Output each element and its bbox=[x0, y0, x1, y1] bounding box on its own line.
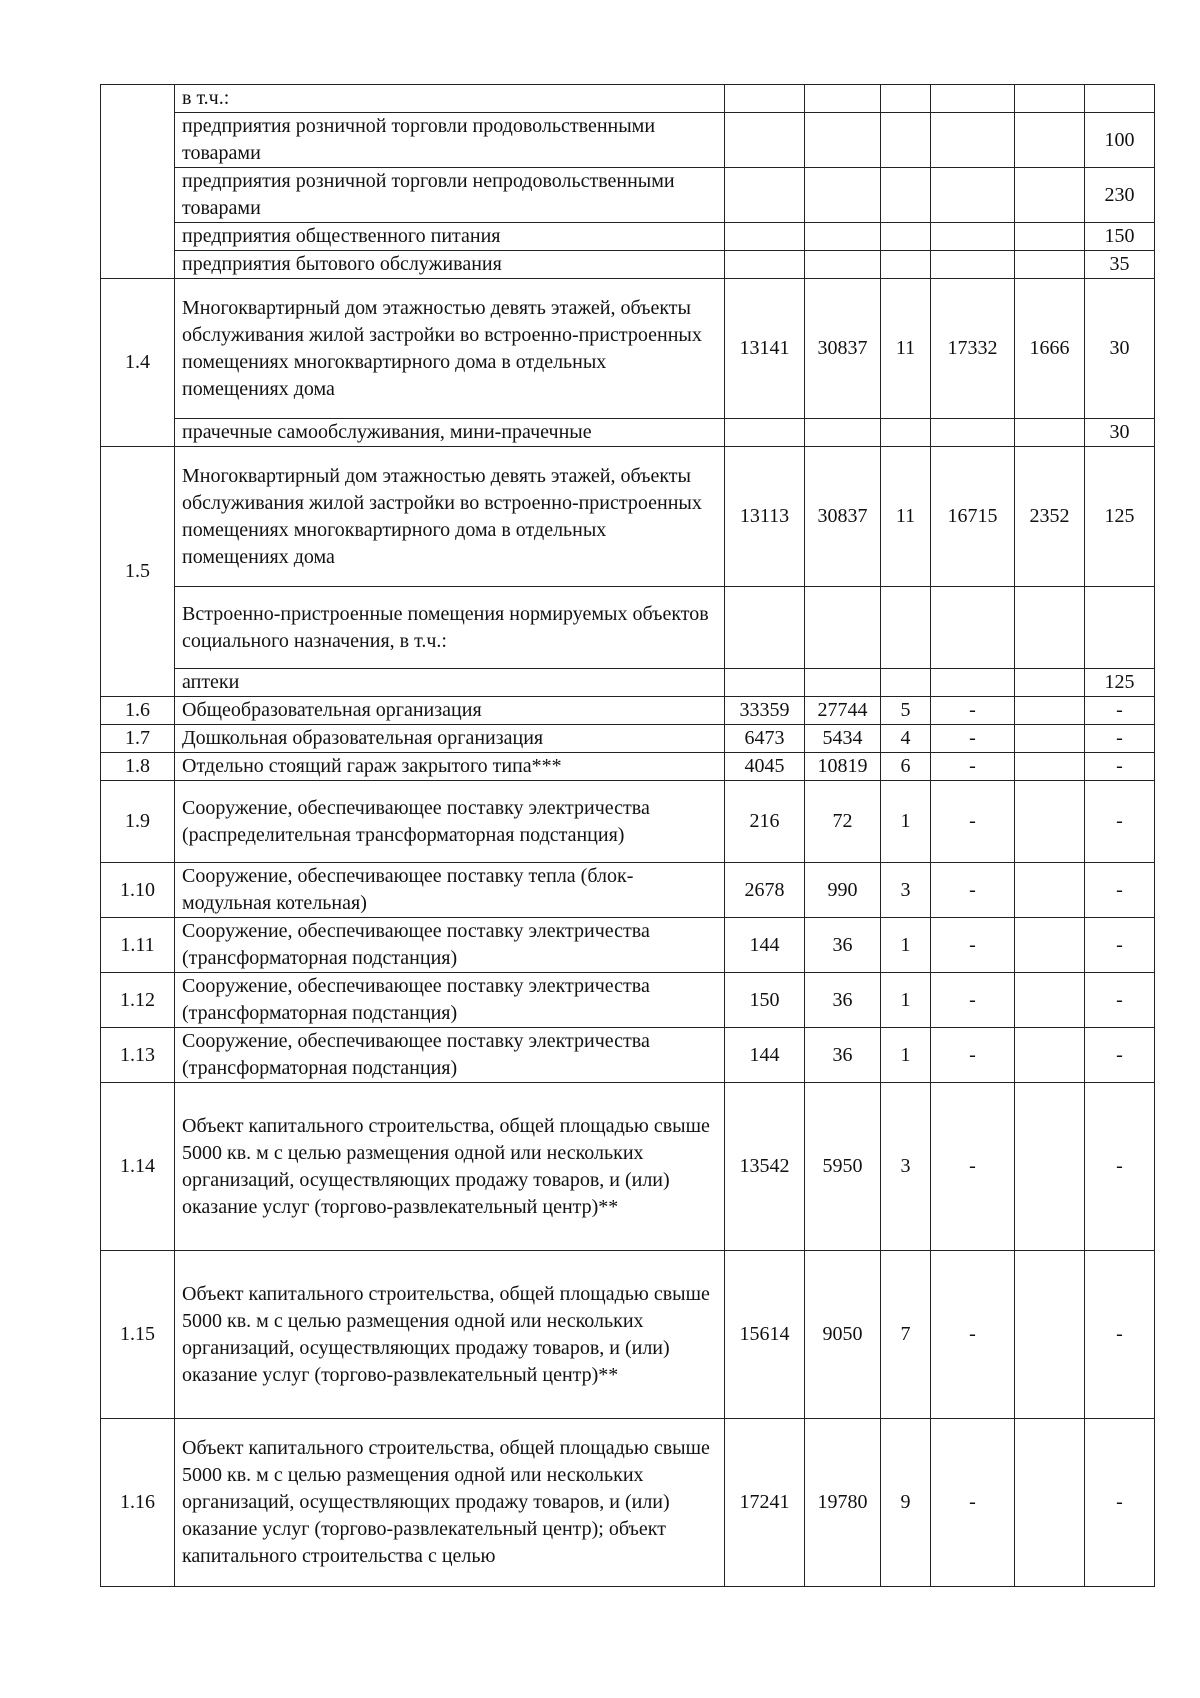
row-number-cell: 1.13 bbox=[101, 1028, 175, 1083]
value-cell-col5 bbox=[1015, 973, 1085, 1028]
value-cell-col2: 5434 bbox=[805, 725, 881, 753]
value-cell-col3: 11 bbox=[881, 279, 931, 419]
description-cell: аптеки bbox=[175, 669, 725, 697]
value-cell-col4 bbox=[931, 85, 1015, 113]
value-cell-col6: - bbox=[1085, 697, 1155, 725]
value-cell-col6: - bbox=[1085, 863, 1155, 918]
value-cell-col5 bbox=[1015, 1419, 1085, 1587]
value-cell-col3 bbox=[881, 251, 931, 279]
value-cell-col4: 16715 bbox=[931, 447, 1015, 587]
value-cell-col5 bbox=[1015, 168, 1085, 223]
value-cell-col1: 6473 bbox=[725, 725, 805, 753]
value-cell-col5 bbox=[1015, 725, 1085, 753]
value-cell-col5 bbox=[1015, 419, 1085, 447]
value-cell-col2: 36 bbox=[805, 918, 881, 973]
value-cell-col2: 990 bbox=[805, 863, 881, 918]
table-row bbox=[101, 725, 1155, 753]
value-cell-col5 bbox=[1015, 669, 1085, 697]
value-cell-col6: - bbox=[1085, 1251, 1155, 1419]
description-cell: предприятия общественного питания bbox=[175, 223, 725, 251]
value-cell-col4: - bbox=[931, 1419, 1015, 1587]
row-number-cell: 1.4 bbox=[101, 279, 175, 447]
value-cell-col4: - bbox=[931, 973, 1015, 1028]
value-cell-col1 bbox=[725, 251, 805, 279]
value-cell-col5 bbox=[1015, 1083, 1085, 1251]
value-cell-col3: 3 bbox=[881, 1083, 931, 1251]
value-cell-col3: 5 bbox=[881, 697, 931, 725]
value-cell-col5 bbox=[1015, 251, 1085, 279]
description-cell: Сооружение, обеспечивающее поставку тепла (блок-модульная котельная) bbox=[175, 863, 725, 918]
table-row bbox=[101, 781, 1155, 863]
row-number-cell: 1.7 bbox=[101, 725, 175, 753]
value-cell-col4: - bbox=[931, 781, 1015, 863]
description-cell: Объект капитального строительства, общей площадью свыше 5000 кв. м с целью размещения одной или нескольких организаций, осуществляющих продажу товаров, и (или) оказание услуг (торгово-развлекательный центр); объект капитального строительства с целью bbox=[175, 1419, 725, 1587]
value-cell-col6: - bbox=[1085, 1083, 1155, 1251]
value-cell-col1: 13113 bbox=[725, 447, 805, 587]
row-number-cell: 1.5 bbox=[101, 447, 175, 697]
value-cell-col6: - bbox=[1085, 753, 1155, 781]
value-cell-col4: - bbox=[931, 1083, 1015, 1251]
value-cell-col5 bbox=[1015, 1251, 1085, 1419]
value-cell-col4 bbox=[931, 669, 1015, 697]
value-cell-col2: 27744 bbox=[805, 697, 881, 725]
value-cell-col2 bbox=[805, 587, 881, 669]
value-cell-col4 bbox=[931, 168, 1015, 223]
value-cell-col3: 3 bbox=[881, 863, 931, 918]
table-row bbox=[101, 1028, 1155, 1083]
value-cell-col5 bbox=[1015, 863, 1085, 918]
description-cell: Сооружение, обеспечивающее поставку электричества (распределительная трансформаторная подстанция) bbox=[175, 781, 725, 863]
value-cell-col2 bbox=[805, 251, 881, 279]
value-cell-col6: - bbox=[1085, 1419, 1155, 1587]
value-cell-col1: 144 bbox=[725, 918, 805, 973]
value-cell-col3: 9 bbox=[881, 1419, 931, 1587]
description-cell: предприятия розничной торговли продовольственными товарами bbox=[175, 113, 725, 168]
row-number-cell: 1.16 bbox=[101, 1419, 175, 1587]
value-cell-col6: - bbox=[1085, 781, 1155, 863]
value-cell-col3: 11 bbox=[881, 447, 931, 587]
value-cell-col3: 1 bbox=[881, 1028, 931, 1083]
value-cell-col5: 1666 bbox=[1015, 279, 1085, 419]
row-number-cell: 1.12 bbox=[101, 973, 175, 1028]
table-row bbox=[101, 1419, 1155, 1587]
value-cell-col5 bbox=[1015, 587, 1085, 669]
value-cell-col2 bbox=[805, 85, 881, 113]
value-cell-col5: 2352 bbox=[1015, 447, 1085, 587]
value-cell-col3: 7 bbox=[881, 1251, 931, 1419]
value-cell-col3: 1 bbox=[881, 781, 931, 863]
value-cell-col4: - bbox=[931, 1028, 1015, 1083]
value-cell-col1 bbox=[725, 168, 805, 223]
value-cell-col4: - bbox=[931, 725, 1015, 753]
row-number-cell bbox=[101, 85, 175, 279]
description-cell: прачечные самообслуживания, мини-прачечные bbox=[175, 419, 725, 447]
value-cell-col3 bbox=[881, 669, 931, 697]
value-cell-col1: 2678 bbox=[725, 863, 805, 918]
value-cell-col6: 35 bbox=[1085, 251, 1155, 279]
value-cell-col3 bbox=[881, 419, 931, 447]
value-cell-col1 bbox=[725, 223, 805, 251]
value-cell-col5 bbox=[1015, 85, 1085, 113]
description-cell: Многоквартирный дом этажностью девять этажей, объекты обслуживания жилой застройки во встроенно-пристроенных помещениях многоквартирного дома в отдельных помещениях дома bbox=[175, 447, 725, 587]
value-cell-col4: - bbox=[931, 863, 1015, 918]
value-cell-col6: - bbox=[1085, 1028, 1155, 1083]
value-cell-col2: 10819 bbox=[805, 753, 881, 781]
value-cell-col4 bbox=[931, 251, 1015, 279]
description-cell: предприятия бытового обслуживания bbox=[175, 251, 725, 279]
value-cell-col2 bbox=[805, 168, 881, 223]
table-row bbox=[101, 1083, 1155, 1251]
table-row bbox=[101, 587, 1155, 669]
table-body bbox=[101, 85, 1155, 1587]
value-cell-col3 bbox=[881, 85, 931, 113]
value-cell-col5 bbox=[1015, 918, 1085, 973]
value-cell-col1: 144 bbox=[725, 1028, 805, 1083]
value-cell-col2: 36 bbox=[805, 973, 881, 1028]
value-cell-col2: 19780 bbox=[805, 1419, 881, 1587]
description-cell: Сооружение, обеспечивающее поставку электричества (трансформаторная подстанция) bbox=[175, 1028, 725, 1083]
value-cell-col2 bbox=[805, 113, 881, 168]
table-row bbox=[101, 447, 1155, 587]
value-cell-col3 bbox=[881, 223, 931, 251]
value-cell-col1: 15614 bbox=[725, 1251, 805, 1419]
value-cell-col2 bbox=[805, 223, 881, 251]
value-cell-col1 bbox=[725, 669, 805, 697]
value-cell-col6: 230 bbox=[1085, 168, 1155, 223]
value-cell-col4 bbox=[931, 113, 1015, 168]
value-cell-col3 bbox=[881, 587, 931, 669]
value-cell-col6: 125 bbox=[1085, 669, 1155, 697]
value-cell-col6: - bbox=[1085, 918, 1155, 973]
table-row bbox=[101, 973, 1155, 1028]
description-cell: Многоквартирный дом этажностью девять этажей, объекты обслуживания жилой застройки во встроенно-пристроенных помещениях многоквартирного дома в отдельных помещениях дома bbox=[175, 279, 725, 419]
value-cell-col4: - bbox=[931, 697, 1015, 725]
value-cell-col1: 13542 bbox=[725, 1083, 805, 1251]
value-cell-col6 bbox=[1085, 85, 1155, 113]
value-cell-col3 bbox=[881, 168, 931, 223]
value-cell-col1 bbox=[725, 587, 805, 669]
description-cell: предприятия розничной торговли непродовольственными товарами bbox=[175, 168, 725, 223]
value-cell-col2 bbox=[805, 669, 881, 697]
value-cell-col4 bbox=[931, 223, 1015, 251]
description-cell: Отдельно стоящий гараж закрытого типа*** bbox=[175, 753, 725, 781]
value-cell-col3: 1 bbox=[881, 918, 931, 973]
value-cell-col6: 125 bbox=[1085, 447, 1155, 587]
table-row bbox=[101, 419, 1155, 447]
value-cell-col1: 4045 bbox=[725, 753, 805, 781]
value-cell-col2: 36 bbox=[805, 1028, 881, 1083]
value-cell-col4: - bbox=[931, 753, 1015, 781]
table-row bbox=[101, 1251, 1155, 1419]
value-cell-col5 bbox=[1015, 1028, 1085, 1083]
description-cell: Объект капитального строительства, общей площадью свыше 5000 кв. м с целью размещения одной или нескольких организаций, осуществляющих продажу товаров, и (или) оказание услуг (торгово-развлекательный центр)** bbox=[175, 1083, 725, 1251]
row-number-cell: 1.9 bbox=[101, 781, 175, 863]
value-cell-col6 bbox=[1085, 587, 1155, 669]
value-cell-col1: 33359 bbox=[725, 697, 805, 725]
value-cell-col2: 30837 bbox=[805, 279, 881, 419]
value-cell-col3: 6 bbox=[881, 753, 931, 781]
description-cell: в т.ч.: bbox=[175, 85, 725, 113]
value-cell-col5 bbox=[1015, 697, 1085, 725]
value-cell-col4 bbox=[931, 419, 1015, 447]
description-cell: Сооружение, обеспечивающее поставку электричества (трансформаторная подстанция) bbox=[175, 973, 725, 1028]
value-cell-col4 bbox=[931, 587, 1015, 669]
value-cell-col4: - bbox=[931, 1251, 1015, 1419]
value-cell-col5 bbox=[1015, 753, 1085, 781]
value-cell-col2 bbox=[805, 419, 881, 447]
value-cell-col2: 72 bbox=[805, 781, 881, 863]
table-row bbox=[101, 168, 1155, 223]
description-cell: Сооружение, обеспечивающее поставку электричества (трансформаторная подстанция) bbox=[175, 918, 725, 973]
table-row bbox=[101, 753, 1155, 781]
value-cell-col1 bbox=[725, 85, 805, 113]
value-cell-col1: 216 bbox=[725, 781, 805, 863]
row-number-cell: 1.6 bbox=[101, 697, 175, 725]
value-cell-col6: 30 bbox=[1085, 279, 1155, 419]
value-cell-col6: - bbox=[1085, 725, 1155, 753]
value-cell-col1: 13141 bbox=[725, 279, 805, 419]
table-row bbox=[101, 251, 1155, 279]
value-cell-col5 bbox=[1015, 781, 1085, 863]
table-row bbox=[101, 697, 1155, 725]
value-cell-col3: 1 bbox=[881, 973, 931, 1028]
value-cell-col4: 17332 bbox=[931, 279, 1015, 419]
value-cell-col3: 4 bbox=[881, 725, 931, 753]
value-cell-col1: 150 bbox=[725, 973, 805, 1028]
value-cell-col5 bbox=[1015, 223, 1085, 251]
value-cell-col4: - bbox=[931, 918, 1015, 973]
value-cell-col6: 150 bbox=[1085, 223, 1155, 251]
value-cell-col1: 17241 bbox=[725, 1419, 805, 1587]
value-cell-col2: 30837 bbox=[805, 447, 881, 587]
value-cell-col3 bbox=[881, 113, 931, 168]
table-row bbox=[101, 918, 1155, 973]
value-cell-col2: 5950 bbox=[805, 1083, 881, 1251]
value-cell-col1 bbox=[725, 419, 805, 447]
description-cell: Общеобразовательная организация bbox=[175, 697, 725, 725]
row-number-cell: 1.10 bbox=[101, 863, 175, 918]
table-row bbox=[101, 223, 1155, 251]
table-row bbox=[101, 279, 1155, 419]
value-cell-col6: - bbox=[1085, 973, 1155, 1028]
data-table bbox=[100, 84, 1155, 1587]
value-cell-col5 bbox=[1015, 113, 1085, 168]
description-cell: Встроенно-пристроенные помещения нормируемых объектов социального назначения, в т.ч.: bbox=[175, 587, 725, 669]
value-cell-col1 bbox=[725, 113, 805, 168]
value-cell-col6: 30 bbox=[1085, 419, 1155, 447]
description-cell: Дошкольная образовательная организация bbox=[175, 725, 725, 753]
row-number-cell: 1.15 bbox=[101, 1251, 175, 1419]
table-row bbox=[101, 113, 1155, 168]
row-number-cell: 1.8 bbox=[101, 753, 175, 781]
row-number-cell: 1.14 bbox=[101, 1083, 175, 1251]
table-row bbox=[101, 669, 1155, 697]
row-number-cell: 1.11 bbox=[101, 918, 175, 973]
value-cell-col2: 9050 bbox=[805, 1251, 881, 1419]
table-row bbox=[101, 85, 1155, 113]
description-cell: Объект капитального строительства, общей площадью свыше 5000 кв. м с целью размещения одной или нескольких организаций, осуществляющих продажу товаров, и (или) оказание услуг (торгово-развлекательный центр)** bbox=[175, 1251, 725, 1419]
table-row bbox=[101, 863, 1155, 918]
value-cell-col6: 100 bbox=[1085, 113, 1155, 168]
